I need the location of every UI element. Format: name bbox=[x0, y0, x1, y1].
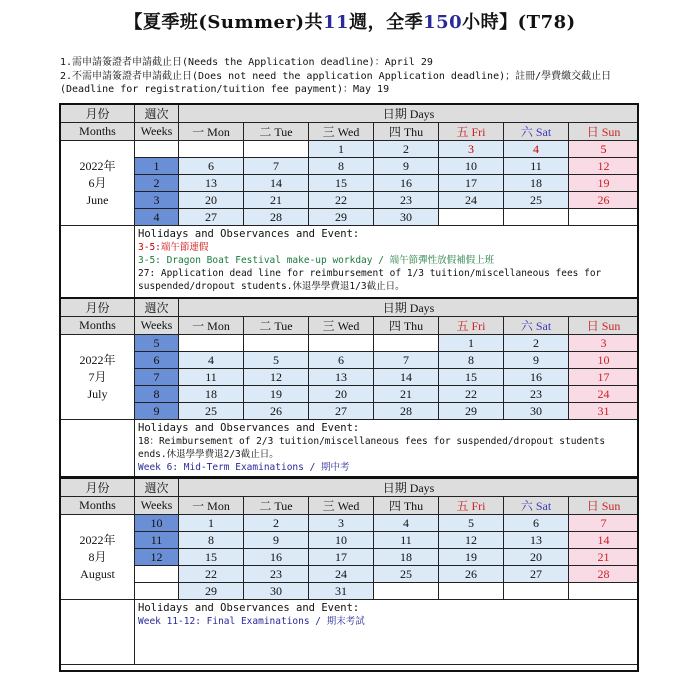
event-line: 27: Application dead line for reimbursement of 1/3 tuition/miscellaneous fees for bbox=[138, 268, 602, 279]
day-cell: 29 bbox=[439, 403, 504, 420]
day-cell: 11 bbox=[374, 532, 439, 549]
day-cell bbox=[179, 335, 244, 352]
day-cell: 28 bbox=[569, 566, 639, 583]
day-cell bbox=[504, 583, 569, 600]
week-number: 10 bbox=[135, 515, 179, 532]
day-cell: 3 bbox=[309, 515, 374, 532]
events-spacer bbox=[61, 226, 135, 301]
day-cell bbox=[504, 209, 569, 226]
header-fri: 五 Fri bbox=[439, 317, 504, 335]
day-cell: 14 bbox=[569, 532, 639, 549]
day-cell: 30 bbox=[504, 403, 569, 420]
week-number: 7 bbox=[135, 369, 179, 386]
day-cell bbox=[374, 583, 439, 600]
day-cell: 13 bbox=[179, 175, 244, 192]
table-row bbox=[61, 403, 639, 420]
day-cell: 8 bbox=[439, 352, 504, 369]
month-name: July bbox=[87, 386, 108, 401]
table-row bbox=[61, 352, 639, 369]
day-cell bbox=[569, 583, 639, 600]
day-cell: 29 bbox=[309, 209, 374, 226]
header-mon: 一 Mon bbox=[179, 497, 244, 515]
events-heading: Holidays and Observances and Event: bbox=[138, 228, 360, 240]
day-cell: 9 bbox=[504, 352, 569, 369]
day-cell bbox=[439, 209, 504, 226]
month-year: 2022年 bbox=[79, 158, 116, 173]
day-cell: 15 bbox=[309, 175, 374, 192]
day-cell: 27 bbox=[309, 403, 374, 420]
header-sun: 日 Sun bbox=[569, 317, 639, 335]
day-cell: 6 bbox=[504, 515, 569, 532]
day-cell: 4 bbox=[504, 141, 569, 158]
day-cell: 24 bbox=[309, 566, 374, 583]
day-cell: 12 bbox=[439, 532, 504, 549]
header-week-zh: 週次 bbox=[135, 105, 179, 123]
day-cell: 17 bbox=[569, 369, 639, 386]
day-cell: 22 bbox=[309, 192, 374, 209]
week-number bbox=[135, 566, 179, 583]
day-cell: 5 bbox=[569, 141, 639, 158]
day-cell: 26 bbox=[439, 566, 504, 583]
header-days: 日期 Days bbox=[179, 299, 639, 317]
table-row bbox=[61, 566, 639, 583]
header-days: 日期 Days bbox=[179, 105, 639, 123]
day-cell: 20 bbox=[504, 549, 569, 566]
month-year: 2022年 bbox=[79, 532, 116, 547]
day-cell: 16 bbox=[504, 369, 569, 386]
event-line: ends.休退學學費退2/3截止日。 bbox=[138, 449, 279, 460]
day-cell: 18 bbox=[179, 386, 244, 403]
day-cell: 18 bbox=[504, 175, 569, 192]
header-sat: 六 Sat bbox=[504, 317, 569, 335]
week-number: 11 bbox=[135, 532, 179, 549]
day-cell: 12 bbox=[244, 369, 309, 386]
week-number: 6 bbox=[135, 352, 179, 369]
header-sat: 六 Sat bbox=[504, 123, 569, 141]
month-month: 6月 bbox=[88, 175, 107, 190]
day-cell: 21 bbox=[244, 192, 309, 209]
header-sun: 日 Sun bbox=[569, 123, 639, 141]
day-cell: 11 bbox=[179, 369, 244, 386]
header-days: 日期 Days bbox=[179, 479, 639, 497]
day-cell: 25 bbox=[179, 403, 244, 420]
day-cell: 22 bbox=[439, 386, 504, 403]
week-number bbox=[135, 141, 179, 158]
day-cell: 10 bbox=[309, 532, 374, 549]
month-month: 7月 bbox=[88, 369, 107, 384]
events-heading: Holidays and Observances and Event: bbox=[138, 422, 360, 434]
header-months: Months bbox=[61, 123, 135, 141]
table-row bbox=[61, 141, 639, 158]
header-sun: 日 Sun bbox=[569, 497, 639, 515]
table-row bbox=[61, 549, 639, 566]
header-weeks: Weeks bbox=[135, 317, 179, 335]
day-cell: 2 bbox=[244, 515, 309, 532]
header-mon: 一 Mon bbox=[179, 317, 244, 335]
header-fri: 五 Fri bbox=[439, 123, 504, 141]
day-cell: 23 bbox=[504, 386, 569, 403]
day-cell: 11 bbox=[504, 158, 569, 175]
day-cell: 7 bbox=[244, 158, 309, 175]
table-row bbox=[61, 532, 639, 549]
header-thu: 四 Thu bbox=[374, 317, 439, 335]
day-cell: 14 bbox=[374, 369, 439, 386]
header-week-zh: 週次 bbox=[135, 479, 179, 497]
note-line: 1.需申請簽證者申請截止日(Needs the Application deadline)：April 29 bbox=[60, 57, 433, 68]
month-month: 8月 bbox=[88, 549, 107, 564]
header-weeks: Weeks bbox=[135, 123, 179, 141]
day-cell bbox=[569, 209, 639, 226]
day-cell: 10 bbox=[569, 352, 639, 369]
day-cell: 18 bbox=[374, 549, 439, 566]
day-cell: 3 bbox=[569, 335, 639, 352]
day-cell: 30 bbox=[374, 209, 439, 226]
month-label bbox=[61, 335, 135, 420]
day-cell: 4 bbox=[179, 352, 244, 369]
header-fri: 五 Fri bbox=[439, 497, 504, 515]
day-cell: 15 bbox=[179, 549, 244, 566]
table-row bbox=[61, 369, 639, 386]
day-cell: 30 bbox=[244, 583, 309, 600]
header-tue: 二 Tue bbox=[244, 497, 309, 515]
day-cell: 31 bbox=[569, 403, 639, 420]
day-cell: 7 bbox=[374, 352, 439, 369]
header-tue: 二 Tue bbox=[244, 123, 309, 141]
day-cell: 28 bbox=[374, 403, 439, 420]
day-cell bbox=[374, 335, 439, 352]
month-name: August bbox=[80, 566, 115, 581]
day-cell: 23 bbox=[374, 192, 439, 209]
day-cell: 6 bbox=[179, 158, 244, 175]
header-months: Months bbox=[61, 497, 135, 515]
day-cell: 21 bbox=[569, 549, 639, 566]
day-cell: 29 bbox=[179, 583, 244, 600]
header-month-zh: 月份 bbox=[61, 479, 135, 497]
header-mon: 一 Mon bbox=[179, 123, 244, 141]
day-cell: 3 bbox=[439, 141, 504, 158]
day-cell: 24 bbox=[569, 386, 639, 403]
day-cell: 19 bbox=[439, 549, 504, 566]
day-cell: 13 bbox=[504, 532, 569, 549]
day-cell: 25 bbox=[504, 192, 569, 209]
week-number: 5 bbox=[135, 335, 179, 352]
day-cell: 31 bbox=[309, 583, 374, 600]
month-name: June bbox=[86, 192, 109, 207]
day-cell bbox=[179, 141, 244, 158]
day-cell bbox=[439, 583, 504, 600]
calendar-august bbox=[60, 478, 638, 665]
events-heading: Holidays and Observances and Event: bbox=[138, 602, 360, 614]
week-number: 12 bbox=[135, 549, 179, 566]
day-cell: 5 bbox=[439, 515, 504, 532]
day-cell bbox=[309, 335, 374, 352]
event-line: suspended/dropout students.休退學學費退1/3截止日。 bbox=[138, 281, 405, 292]
note-line: (Deadline for registration/tuition fee payment)：May 19 bbox=[60, 84, 390, 95]
day-cell: 28 bbox=[244, 209, 309, 226]
day-cell: 8 bbox=[179, 532, 244, 549]
events-spacer bbox=[61, 420, 135, 480]
day-cell: 1 bbox=[179, 515, 244, 532]
week-number bbox=[135, 583, 179, 600]
table-row bbox=[61, 175, 639, 192]
day-cell: 1 bbox=[309, 141, 374, 158]
day-cell: 15 bbox=[439, 369, 504, 386]
events-spacer bbox=[61, 600, 135, 665]
day-cell: 24 bbox=[439, 192, 504, 209]
day-cell: 20 bbox=[309, 386, 374, 403]
table-row bbox=[61, 515, 639, 532]
day-cell bbox=[244, 335, 309, 352]
day-cell: 26 bbox=[244, 403, 309, 420]
calendar-july bbox=[60, 298, 638, 480]
event-line: Week 11-12: Final Examinations / 期末考試 bbox=[138, 616, 365, 627]
day-cell: 7 bbox=[569, 515, 639, 532]
day-cell: 27 bbox=[179, 209, 244, 226]
events-cell bbox=[135, 600, 639, 665]
table-row bbox=[61, 158, 639, 175]
header-month-zh: 月份 bbox=[61, 105, 135, 123]
header-month-zh: 月份 bbox=[61, 299, 135, 317]
day-cell: 22 bbox=[179, 566, 244, 583]
day-cell: 10 bbox=[439, 158, 504, 175]
day-cell: 2 bbox=[504, 335, 569, 352]
day-cell: 12 bbox=[569, 158, 639, 175]
week-number: 9 bbox=[135, 403, 179, 420]
month-label bbox=[61, 515, 135, 600]
header-thu: 四 Thu bbox=[374, 497, 439, 515]
calendar-june bbox=[60, 104, 638, 301]
day-cell: 13 bbox=[309, 369, 374, 386]
event-line: Week 6: Mid-Term Examinations / 期中考 bbox=[138, 462, 350, 473]
note-line: 2.不需申請簽證者申請截止日(Does not need the application Application deadline)；註冊/學費繳交截止日 bbox=[60, 70, 612, 82]
header-wed: 三 Wed bbox=[309, 123, 374, 141]
header-sat: 六 Sat bbox=[504, 497, 569, 515]
day-cell: 26 bbox=[569, 192, 639, 209]
day-cell: 19 bbox=[244, 386, 309, 403]
table-row bbox=[61, 386, 639, 403]
events-cell bbox=[135, 226, 639, 301]
header-weeks: Weeks bbox=[135, 497, 179, 515]
day-cell: 4 bbox=[374, 515, 439, 532]
header-wed: 三 Wed bbox=[309, 317, 374, 335]
day-cell: 23 bbox=[244, 566, 309, 583]
events-cell bbox=[135, 420, 639, 480]
event-line: 3-5: Dragon Boat Festival make-up workday / 端午節彈性放假補假上班 bbox=[138, 255, 495, 266]
day-cell: 6 bbox=[309, 352, 374, 369]
day-cell: 17 bbox=[439, 175, 504, 192]
week-number: 4 bbox=[135, 209, 179, 226]
week-number: 8 bbox=[135, 386, 179, 403]
day-cell: 9 bbox=[244, 532, 309, 549]
table-row bbox=[61, 209, 639, 226]
notes bbox=[60, 56, 660, 97]
table-row bbox=[61, 335, 639, 352]
day-cell: 21 bbox=[374, 386, 439, 403]
day-cell: 16 bbox=[244, 549, 309, 566]
table-row bbox=[61, 192, 639, 209]
day-cell: 25 bbox=[374, 566, 439, 583]
day-cell: 16 bbox=[374, 175, 439, 192]
header-week-zh: 週次 bbox=[135, 299, 179, 317]
week-number: 3 bbox=[135, 192, 179, 209]
day-cell: 9 bbox=[374, 158, 439, 175]
header-months: Months bbox=[61, 317, 135, 335]
day-cell: 20 bbox=[179, 192, 244, 209]
day-cell: 19 bbox=[569, 175, 639, 192]
month-label bbox=[61, 141, 135, 226]
week-number: 1 bbox=[135, 158, 179, 175]
page-title: 【夏季班(Summer)共11週，全季150小時】(T78) bbox=[124, 12, 576, 33]
event-line: 18：Reimbursement of 2/3 tuition/miscellaneous fees for suspended/dropout students bbox=[138, 436, 606, 447]
day-cell: 5 bbox=[244, 352, 309, 369]
day-cell: 2 bbox=[374, 141, 439, 158]
day-cell: 27 bbox=[504, 566, 569, 583]
header-thu: 四 Thu bbox=[374, 123, 439, 141]
day-cell: 1 bbox=[439, 335, 504, 352]
day-cell: 8 bbox=[309, 158, 374, 175]
week-number: 2 bbox=[135, 175, 179, 192]
header-tue: 二 Tue bbox=[244, 317, 309, 335]
event-line: 3-5:端午節連假 bbox=[138, 242, 209, 253]
month-year: 2022年 bbox=[79, 352, 116, 367]
day-cell bbox=[244, 141, 309, 158]
table-row bbox=[61, 583, 639, 600]
header-wed: 三 Wed bbox=[309, 497, 374, 515]
day-cell: 17 bbox=[309, 549, 374, 566]
day-cell: 14 bbox=[244, 175, 309, 192]
